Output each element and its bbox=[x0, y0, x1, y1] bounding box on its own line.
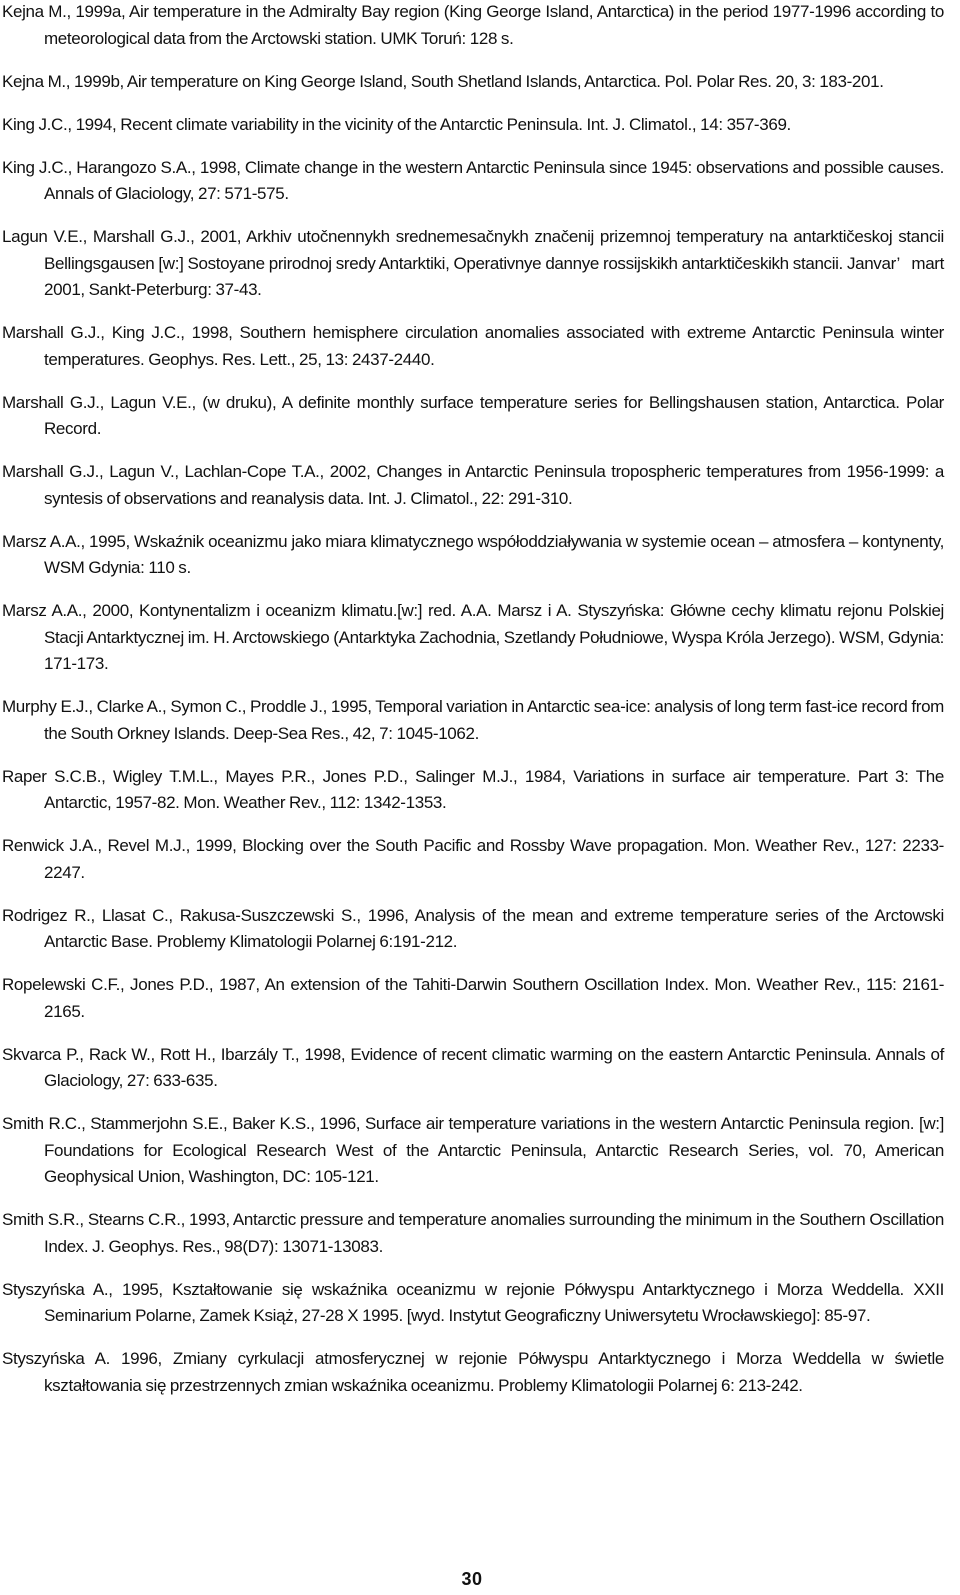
reference-entry: Kejna M., 1999b, Air temperature on King George Island, South Shetland Islands, Antarctica. Pol. Polar Res. 20, 3: 183-201. bbox=[2, 71, 884, 91]
reference-entry: Rodrigez R., Llasat C., Rakusa-Suszczewski S., 1996, Analysis of the mean and extreme temperature series of the Arctowski Antarctic Base. Problemy Klimatologii Polarnej 6:191-212. bbox=[2, 905, 947, 951]
reference-entry: Marshall G.J., King J.C., 1998, Southern hemisphere circulation anomalies associated with extreme Antarctic Peninsula winter temperatures. Geophys. Res. Lett., 25, 13: 2437-2440. bbox=[2, 323, 948, 369]
reference-entry: Lagun V.E., Marshall G.J., 2001, Arkhiv utočnennykh srednemesačnykh značenij prizemnoj temperatury na antarktičeskoj stancii Bellingsgausen [w:] Sostoyane prirodnoj sredy Antarktiki, Operativnye dannye rossijskikh antarktičeskikh stancii. Janvar’ mart 2001, Sankt-Peterburg: 37-43. bbox=[2, 227, 948, 299]
reference-entry: Styszyńska A. 1996, Zmiany cyrkulacji atmosferycznej w rejonie Półwyspu Antarktycznego i Morza Weddella w świetle kształtowania się przestrzennych zmian wskaźnika oceanizmu. Problemy Klimatologii Polarnej 6: 213-242. bbox=[2, 1349, 948, 1395]
reference-entry: Marshall G.J., Lagun V.E., (w druku), A definite monthly surface temperature series for Bellingshausen station, Antarctica. Polar Record. bbox=[2, 392, 948, 438]
reference-entry: Kejna M., 1999a, Air temperature in the Admiralty Bay region (King George Island, Antarctica) in the period 1977-1996 according to meteorological data from the Arctowski station. UMK Toruń: 128 s. bbox=[2, 2, 948, 48]
reference-entry: Skvarca P., Rack W., Rott H., Ibarzály T., 1998, Evidence of recent climatic warming on the eastern Antarctic Peninsula. Annals of Glaciology, 27: 633-635. bbox=[2, 1044, 948, 1090]
reference-entry: Smith S.R., Stearns C.R., 1993, Antarctic pressure and temperature anomalies surrounding the minimum in the Southern Oscillation Index. J. Geophys. Res., 98(D7): 13071-13083. bbox=[2, 1210, 948, 1256]
reference-entry: King J.C., Harangozo S.A., 1998, Climate change in the western Antarctic Peninsula since 1945: observations and possible causes. Annals of Glaciology, 27: 571-575. bbox=[2, 157, 947, 203]
page-number: 30 bbox=[461, 1569, 483, 1589]
reference-entry: King J.C., 1994, Recent climate variability in the vicinity of the Antarctic Peninsula. Int. J. Climatol., 14: 357-369. bbox=[2, 114, 791, 134]
reference-entry: Marsz A.A., 2000, Kontynentalizm i oceanizm klimatu.[w:] red. A.A. Marsz i A. Styszyńska: Główne cechy klimatu rejonu Polskiej Stacji Antarktycznej im. H. Arctowskiego (Antarktyka Zachodnia, Szetlandy Południowe, Wyspa Króla Jerzego). WSM, Gdynia: 171-173. bbox=[2, 601, 948, 673]
reference-entry: Raper S.C.B., Wigley T.M.L., Mayes P.R., Jones P.D., Salinger M.J., 1984, Variations in surface air temperature. Part 3: The Antarctic, 1957-82. Mon. Weather Rev., 112: 1342-1353. bbox=[2, 766, 947, 812]
reference-entry: Marshall G.J., Lagun V., Lachlan-Cope T.A., 2002, Changes in Antarctic Peninsula tropospheric temperatures from 1956-1999: a syntesis of observations and reanalysis data. Int. J. Climatol., 22: 291-310. bbox=[2, 462, 948, 508]
reference-entry: Smith R.C., Stammerjohn S.E., Baker K.S., 1996, Surface air temperature variations in the western Antarctic Peninsula region. [w:] Foundations for Ecological Research West of the Antarctic Peninsula, Antarctic Research Series, vol. 70, American Geophysical Union, Washington, DC: 105-121. bbox=[2, 1114, 948, 1186]
reference-entry: Styszyńska A., 1995, Kształtowanie się wskaźnika oceanizmu w rejonie Półwyspu Antarktycznego i Morza Weddella. XXII Seminarium Polarne, Zamek Książ, 27-28 X 1995. [wyd. Instytut Geograficzny Uniwersytetu Wrocławskiego]: 85-97. bbox=[2, 1279, 948, 1325]
reference-entry: Murphy E.J., Clarke A., Symon C., Proddle J., 1995, Temporal variation in Antarctic sea-ice: analysis of long term fast-ice record from the South Orkney Islands. Deep-Sea Res., 42, 7: 1045-1062. bbox=[2, 697, 948, 743]
reference-entry: Marsz A.A., 1995, Wskaźnik oceanizmu jako miara klimatycznego współoddziaływania w systemie ocean – atmosfera – kontynenty, WSM Gdynia: 110 s. bbox=[2, 531, 948, 577]
reference-entry: Ropelewski C.F., Jones P.D., 1987, An extension of the Tahiti-Darwin Southern Oscillation Index. Mon. Weather Rev., 115: 2161-2165. bbox=[2, 975, 944, 1021]
reference-entry: Renwick J.A., Revel M.J., 1999, Blocking over the South Pacific and Rossby Wave propagation. Mon. Weather Rev., 127: 2233-2247. bbox=[2, 836, 944, 882]
